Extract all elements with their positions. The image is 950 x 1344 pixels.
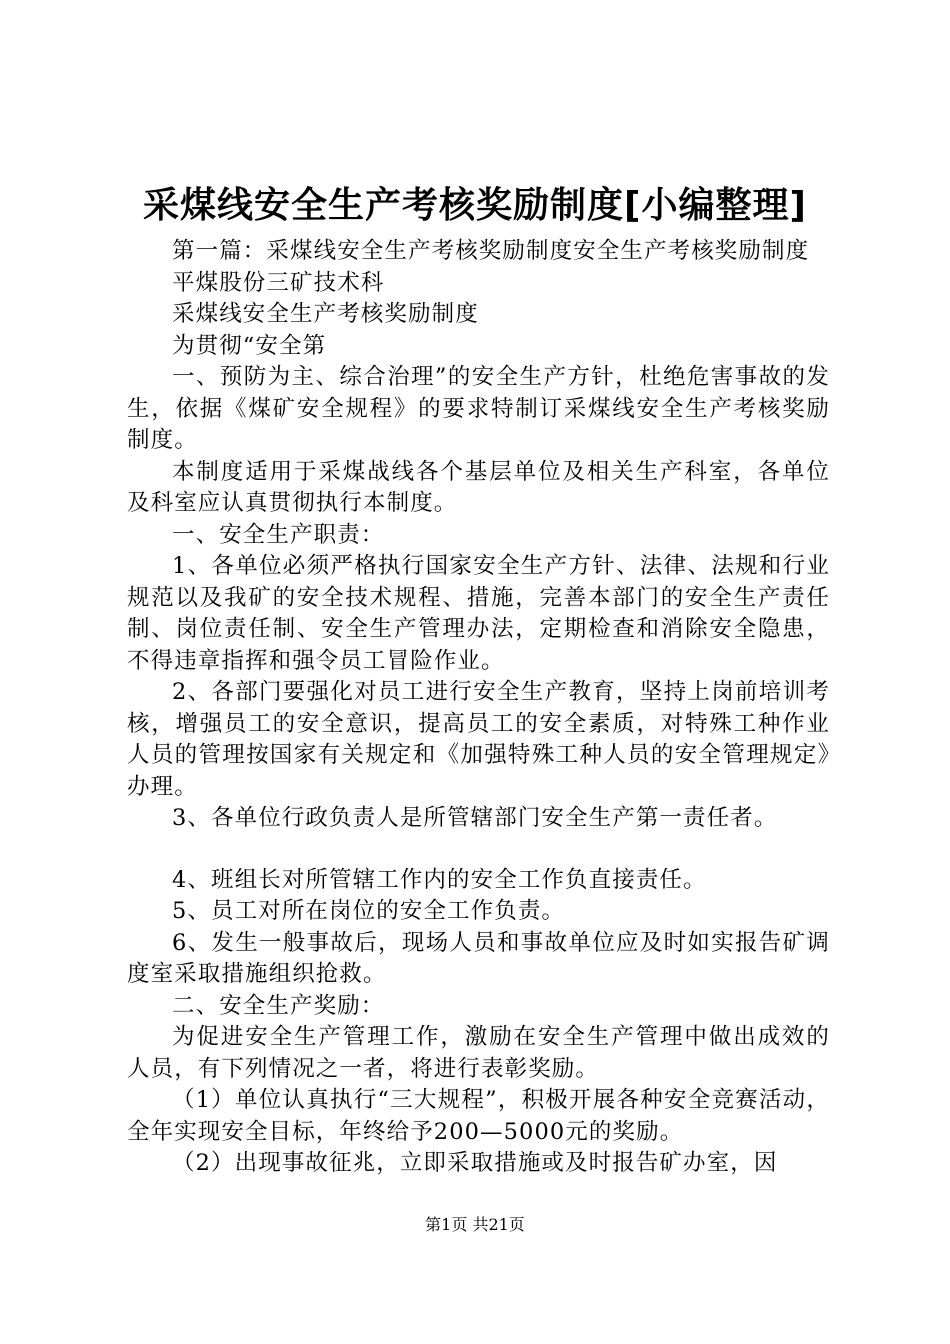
- section-heading: 一、安全生产职责：: [172, 521, 385, 548]
- paragraph: 为促进安全生产管理工作，激励在安全生产管理中做出成效的人员，有下列情况之一者，将进行表彰奖励。: [127, 1024, 830, 1082]
- paragraph: 6、发生一般事故后，现场人员和事故单位应及时如实报告矿调度室采取措施组织抢救。: [127, 929, 830, 987]
- paragraph: 4、班组长对所管辖工作内的安全工作负直接责任。: [172, 866, 707, 893]
- page-footer: 第1页 共21页: [425, 1215, 525, 1234]
- paragraph: 2、各部门要强化对员工进行安全生产教育，坚持上岗前培训考核，增强员工的安全意识，提高员工的安全素质，对特殊工种作业人员的管理按国家有关规定和《加强特殊工种人员的安全管理规定》办理。: [127, 679, 830, 800]
- document-body: [127, 236, 830, 1180]
- paragraph: 一、预防为主、综合治理”的安全生产方针，杜绝危害事故的发生，依据《煤矿安全规程》的要求特制订采煤线安全生产考核奖励制度。: [127, 364, 830, 453]
- paragraph: 采煤线安全生产考核奖励制度: [172, 301, 479, 327]
- paragraph: 第一篇：采煤线安全生产考核奖励制度安全生产考核奖励制度: [172, 238, 810, 264]
- paragraph: 本制度适用于采煤战线各个基层单位及相关生产科室，各单位及科室应认真贯彻执行本制度。: [127, 458, 830, 516]
- document-title: 采煤线安全生产考核奖励制度[小编整理]: [143, 185, 807, 226]
- paragraph: 为贯彻“安全第: [172, 332, 327, 359]
- section-heading: 二、安全生产奖励：: [172, 992, 385, 1019]
- paragraph: 5、员工对所在岗位的安全工作负责。: [172, 898, 566, 924]
- paragraph: （2）出现事故征兆，立即采取措施或及时报告矿办室，因: [172, 1150, 778, 1176]
- paragraph: 平煤股份三矿技术科: [172, 269, 385, 296]
- paragraph: 3、各单位行政负责人是所管辖部门安全生产第一责任者。: [172, 805, 778, 831]
- paragraph: （1）单位认真执行“三大规程”，积极开展各种安全竞赛活动，全年实现安全目标，年终给予200—5000元的奖励。: [127, 1087, 830, 1145]
- paragraph: 1、各单位必须严格执行国家安全生产方针、法律、法规和行业规范以及我矿的安全技术规程、措施，完善本部门的安全生产责任制、岗位责任制、安全生产管理办法，定期检查和消除安全隐患，不得违章指挥和强令员工冒险作业。: [127, 553, 830, 674]
